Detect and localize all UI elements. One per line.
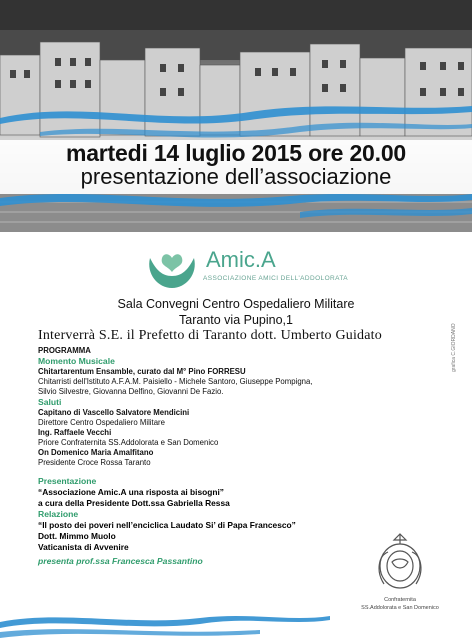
music-section-title: Momento Musicale <box>38 356 115 366</box>
greetings-line: Priore Confraternita SS.Addolorata e San Domenico <box>38 438 219 447</box>
hands-heart-logo-icon <box>142 246 202 292</box>
presentation-line: “Associazione Amic.A una risposta ai bisogni” <box>38 487 224 497</box>
greetings-line: Direttore Centro Ospedaliero Militare <box>38 418 165 427</box>
report-line: “Il posto dei poveri nell’enciclica Laudato Si’ di Papa Francesco” <box>38 520 296 530</box>
presentation-section-title: Presentazione <box>38 476 97 486</box>
header-photo <box>0 0 472 232</box>
prefect-line: Interverrà S.E. il Prefetto di Taranto dott. Umberto Guidato <box>38 328 382 343</box>
event-subtitle: presentazione dell’associazione <box>80 164 392 189</box>
seal-caption: Confraternita <box>384 597 416 603</box>
logo-tagline: ASSOCIAZIONE AMICI DELL'ADDOLORATA <box>203 275 348 282</box>
greetings-line: On Domenico Maria Amalfitano <box>38 448 154 457</box>
greetings-line: Ing. Raffaele Vecchi <box>38 428 112 437</box>
greetings-section-title: Saluti <box>38 397 62 407</box>
confraternity-seal-icon <box>372 532 428 594</box>
event-date: martedi 14 luglio 2015 ore 20.00 <box>65 140 407 166</box>
greetings-line: Presidente Croce Rossa Taranto <box>38 458 151 467</box>
venue-name: Sala Convegni Centro Ospedaliero Militare <box>117 297 355 311</box>
greetings-line: Capitano di Vascello Salvatore Mendicini <box>38 408 190 417</box>
logo-wordmark: Amic.A <box>206 247 276 272</box>
bottom-wave-decoration <box>0 596 472 640</box>
music-line: Chitarristi dell'Istituto A.F.A.M. Paisiello - Michele Santoro, Giuseppe Pompigna, <box>38 377 313 386</box>
music-line: Chitartarentum Ensamble, curato dal M° Pino FORRESU <box>38 367 246 376</box>
report-line: Dott. Mimmo Muolo <box>38 531 116 541</box>
presenter-line: presenta prof.ssa Francesca Passantino <box>38 556 203 566</box>
program-heading: PROGRAMMA <box>38 346 91 355</box>
design-credit: grafica C.GIORDANO <box>451 323 457 372</box>
report-section-title: Relazione <box>38 509 79 519</box>
seal-caption: SS.Addolorata e San Domenico <box>361 605 439 611</box>
report-line: Vaticanista di Avvenire <box>38 542 129 552</box>
music-line: Silvio Silvestre, Giovanna Delfino, Giovanni De Fazio. <box>38 387 224 396</box>
presentation-line: a cura della Presidente Dott.ssa Gabriella Ressa <box>38 498 230 508</box>
cityscape-illustration <box>0 0 472 232</box>
venue-address: Taranto via Pupino,1 <box>179 313 293 327</box>
